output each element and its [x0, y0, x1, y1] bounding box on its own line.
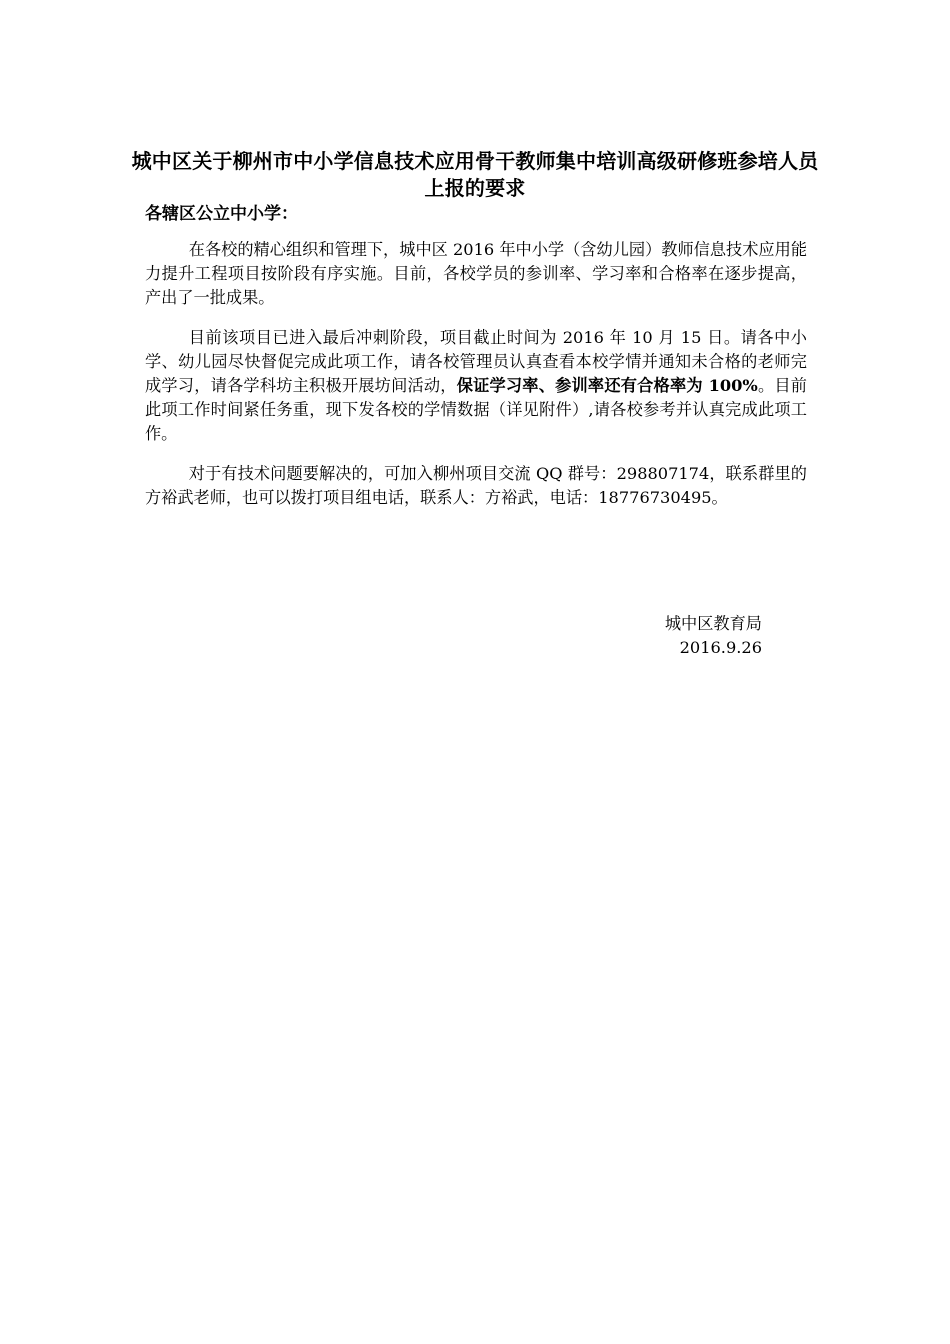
paragraph-deadline: [145, 326, 807, 446]
paragraph-progress: 在各校的精心组织和管理下，城中区 2016 年中小学（含幼儿园）教师信息技术应用能力提升工程项目按阶段有序实施。目前，各校学员的参训率、学习率和合格率在逐步提高，产出了一批成果。: [145, 240, 807, 307]
paragraph-deadline-text-end: 。目前此项工作时间紧任务重，现下发各校的学情数据（详见附件）,请各校参考并认真完成此项工作。: [145, 376, 807, 443]
paragraph-deadline-text: 目前该项目已进入最后冲刺阶段，项目截止时间为 2016 年 10 月 15 日。请各中小学、幼儿园尽快督促完成此项工作，请各校管理员认真查看本校学情并通知未合格的老师完成学习，请各学科坊主积极开展坊间活动，: [145, 328, 807, 395]
signature-date: 2016.9.26: [679, 638, 762, 657]
paragraph-contact: 对于有技术问题要解决的，可加入柳州项目交流 QQ 群号：298807174，联系群里的方裕武老师，也可以拨打项目组电话，联系人：方裕武，电话：18776730495。: [145, 464, 807, 507]
paragraph-deadline-emphasis: 保证学习率、参训率还有合格率为 100%: [456, 376, 758, 395]
salutation: 各辖区公立中小学：: [145, 204, 298, 224]
signature-organization: 城中区教育局: [664, 614, 762, 633]
document-title: 城中区关于柳州市中小学信息技术应用骨干教师集中培训高级研修班参培人员上报的要求: [131, 149, 819, 200]
